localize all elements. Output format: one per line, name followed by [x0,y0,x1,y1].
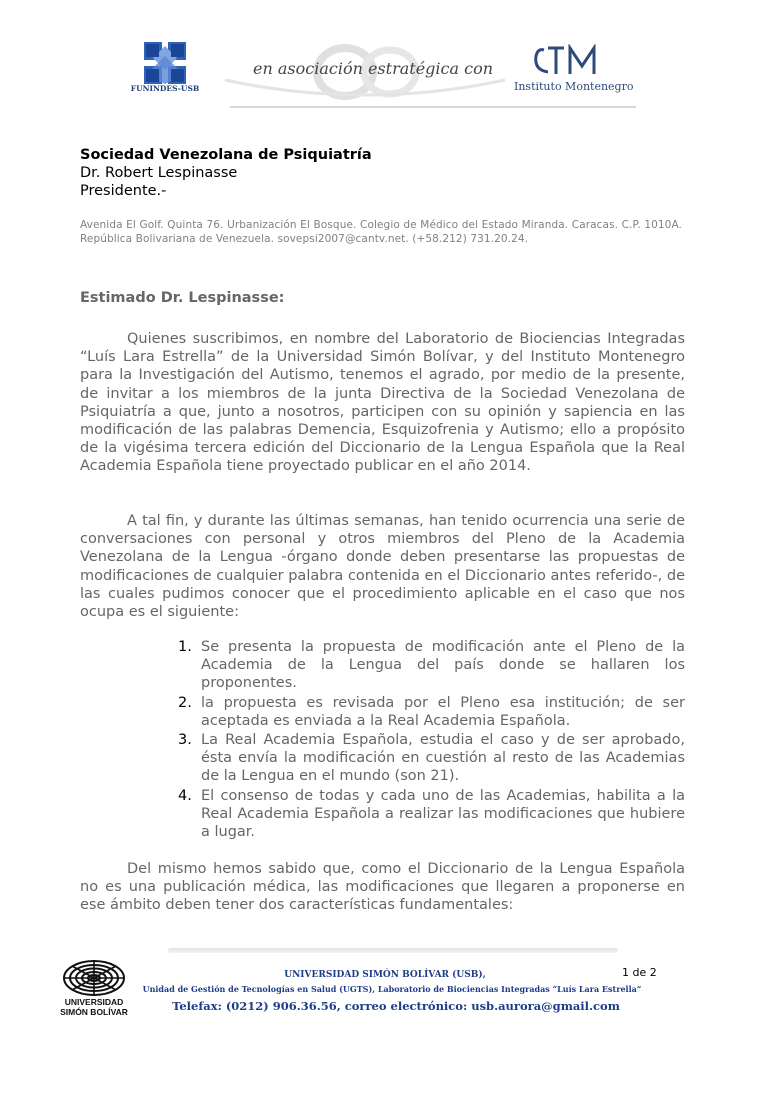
usb-logo-line-1: UNIVERSIDAD [64,997,124,1007]
footer-contact [132,968,652,1016]
addressee-block [80,146,690,200]
letter-greeting: Estimado Dr. Lespinasse: [80,290,285,306]
step-number: 4. [178,787,192,804]
montenegro-logo-label: Instituto Montenegro [514,80,634,93]
instituto-montenegro-logo [514,44,634,100]
step-text: La Real Academia Española, estudia el caso y de ser aprobado, ésta envía la modificación en cuestión al resto de las Academias de la Lengua en el mundo (son 21). [201,732,685,785]
step-number: 1. [178,639,192,655]
step-text: El consenso de todas y cada uno de las Academias, habilita a la Real Academia Española a realizar las modificaciones que hubiere a lugar. [201,787,685,841]
header-divider [230,106,636,108]
addressee-title: Presidente.- [80,183,167,199]
footer-unit: Unidad de Gestión de Tecnologías en Salud (UGTS), Laboratorio de Biociencias Integradas “Luís Lara Estrella” [142,984,642,994]
list-item [172,638,685,693]
paragraph-procedure-intro: A tal fin, y durante las últimas semanas, han tenido ocurrencia una serie de conversaciones con personal y otros miembros del Pleno de la Academia Venezolana de la Lengua -órgano donde deben presentarse las propuestas de modificaciones de cualquier palabra contenida en el Diccionario antes referido-, de las cuales pudimos conocer que el procedimiento aplicable en el caso que nos ocupa es el siguiente: [80,513,685,621]
addressee-name: Dr. Robert Lespinasse [80,165,238,181]
step-text: Se presenta la propuesta de modificación ante el Pleno de la Academia de la Lengua del país donde se hallaren los proponentes. [201,639,685,692]
list-item [172,731,685,786]
paragraph-characteristics: Del mismo hemos sabido que, como el Diccionario de la Lengua Española no es una publicación médica, las modificaciones que llegaren a proponerse en ese ámbito deben tener dos características fundamentales: [80,861,685,914]
usb-logo [56,956,132,1018]
step-number: 2. [178,694,192,711]
fundines-emblem-icon [132,42,198,84]
paragraph-invitation: Quienes suscribimos, en nombre del Laboratorio de Biociencias Integradas “Luís Lara Estrella” de la Universidad Simón Bolívar, y del Instituto Montenegro para la Investigación del Autismo, tenemos el agrado, por medio de la presente, de invitar a los miembros de la junta Directiva de la Sociedad Venezolana de Psiquiatría a que, junto a nosotros, participen con su opinión y sapiencia en las modificación de las palabras Demencia, Esquizofrenia y Autismo; ello a propósito de la vigésima tercera edición del Diccionario de la Lengua Española que la Real Academia Española tiene proyectado publicar en el año 2014. [80,331,685,475]
footer-divider [168,948,618,953]
footer-telefax-email: Telefax: (0212) 906.36.56, correo electrónico: usb.aurora@gmail.com [172,999,620,1013]
page-number: 1 de 2 [622,966,657,979]
list-item [172,787,685,842]
header-tagline: en asociación estratégica con [253,59,493,78]
montenegro-monogram-icon [514,44,630,80]
step-number: 3. [178,732,192,749]
usb-logo-line-2: SIMÓN BOLÍVAR [60,1007,128,1017]
header-banner [215,40,510,104]
procedure-steps-list [172,638,685,842]
fundines-logo [130,42,200,98]
step-text: la propuesta es revisada por el Pleno esa institución; de ser aceptada es enviada a la Real Academia Española. [201,694,685,729]
addressee-address: Avenida El Golf. Quinta 76. Urbanización El Bosque. Colegio de Médico del Estado Miranda. Caracas. C.P. 1010A. República Bolivariana de Venezuela. sovepsi2007@cantv.net. (+58.212) 731.20.24. [80,219,682,245]
list-item [172,694,685,730]
addressee-organization: Sociedad Venezolana de Psiquiatría [80,147,372,163]
fundines-logo-label: FUNINDES-USB [130,84,200,93]
footer-university: UNIVERSIDAD SIMÓN BOLÍVAR (USB), [284,970,486,980]
